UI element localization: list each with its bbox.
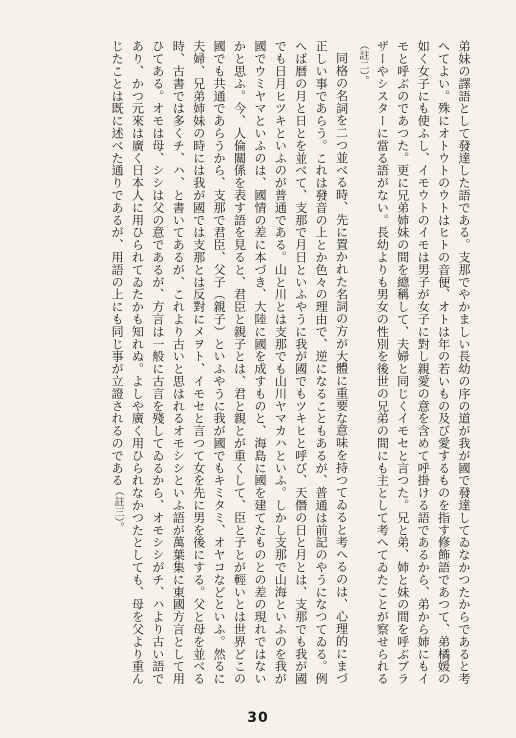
paragraph-2 (107, 40, 352, 690)
footnote-ref-2: （註二）。 (356, 40, 368, 86)
body-text (34, 40, 474, 690)
page-number: 30 (247, 710, 269, 726)
paragraph-2-text: 同格の名詞を二つ並べる時、先に置かれた名詞の方が大體に重要な意味を持つてゐると考へるのは、心理的にまづ正しい事であらう。これは發音の上とか色々の理由で、逆になることもあるが、普通は前記のやうになつてゐる。例へば暦の月と日とを並べて、支那で月日といふやうに我が國でもツキヒと呼び、天僭の日と月とは、支那でも我が國でも日月ヒツキといふのが普通である。山と川とは支那でも山川ヤマカハといふ。しかし支那で山海といふのを我が國でウミヤマといふのは、國情の差に本づき、大陸に國を成すものと、海島に國を建てたものとの差の現れではないかと思ふ。今、人倫關係を表す語を見ると、君臣と親子とは、君と親とが重くして、臣と子とが輕いとは世界どこの國でも共通であらうから、支那で君臣、父子（親子）といふやうに我が國でもキミタミ、オヤコなどといふ。然るに夫婦、兄弟姉妹の時には我が國では支那とは反對にメヲト、イモセと言つて女を先に男を後にする。父と母を並べる時、古書では多くチ、ハ、と書いてあるが、これより古いと思はれるオモシシといふ語が萬葉集に東國方言として用ひてある。オモは母、シシは父の意であるが、方言は一般に古言を殘してゐるから、オモシシがチ、ハより古い語であり、かつ元來は廣く日本人に用ひられてゐたかも知れぬ。よしや廣く用ひられなかつたとしても、母を父より重んじたことは既に述べた通りであるが、用語の上にも同じ事が立證されるのである (110, 40, 349, 685)
footnote-ref-3: （註三）。 (112, 486, 124, 533)
paragraph-1 (352, 40, 474, 690)
paragraph-1-text: 弟妹の譯語として發達した語である。支那でやかましい長幼の序の道が我が國で發達してゐなかつたからであると考へてよい。殊にオトウトのウトはヒトの音便、オトは年の若いもの及び愛するものを指す修飾語であつて、弟橘媛の如く女子にも使ふし、イモウトのイモは男子が女子に對し親愛の意を含めて呼掛ける語であるから、弟から姉にもイモと呼ぶのであつた。更に兄弟姉妹の間を總稱して、夫婦と同じくイモセと言つた。兄と弟、姉と妹の間を呼ぶブラザーやシスターに當る語がない。長幼よりも男女の性別を後世の兄弟の間にも主として考へてゐたことが察せられる (375, 40, 471, 685)
